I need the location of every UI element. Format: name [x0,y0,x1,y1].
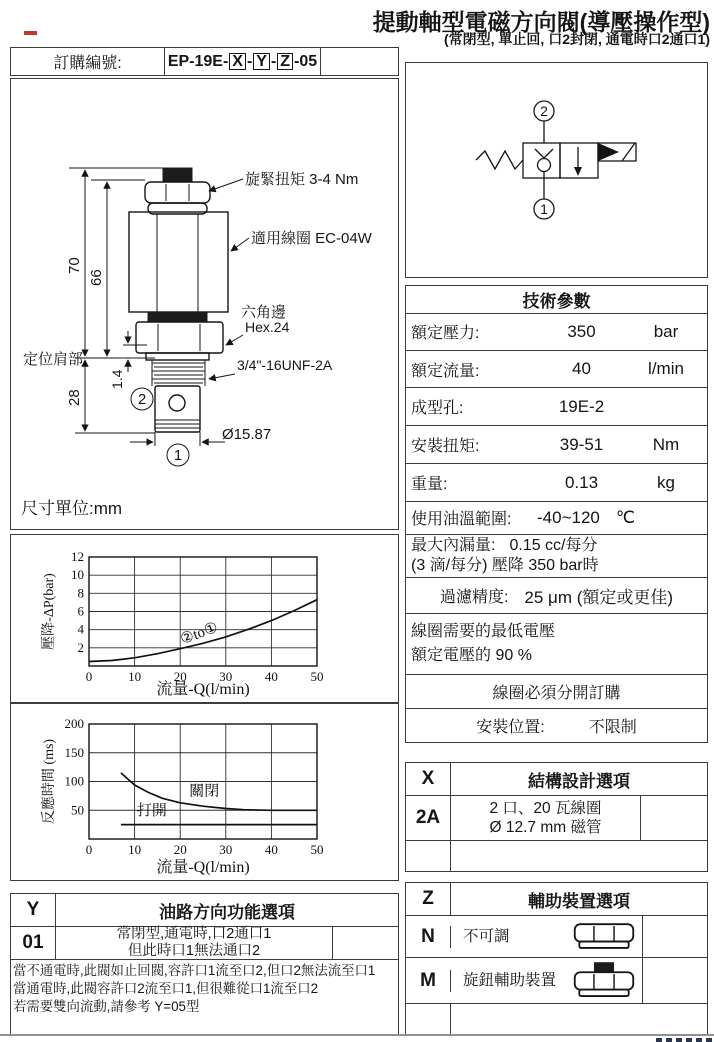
order-option-z: Z [277,53,293,70]
svg-text:反應時間 (ms): 反應時間 (ms) [42,738,57,825]
svg-text:關閉: 關閉 [189,783,220,800]
z-code-header: Z [406,883,451,915]
leakage-label: 最大內漏量: [411,536,496,554]
svg-text:2: 2 [77,639,84,655]
svg-text:②to①: ②to① [178,619,221,648]
y-note-line: 當通電時,此閥容許口2流至口1,但很難從口1流至口2 [13,981,319,996]
svg-text:打開: 打開 [136,802,167,819]
svg-text:12: 12 [71,549,84,564]
svg-text:0: 0 [85,669,93,684]
order-number-box [10,47,399,76]
x-table-empty-row [406,841,707,871]
row-unit: Nm [652,434,680,454]
svg-text:6: 6 [77,603,84,619]
option-empty-cell [333,927,398,959]
hex-nut-knob-icon [572,961,636,1000]
option-desc-text: 不可調 [463,928,510,945]
tech-row-temperature [406,502,707,535]
svg-text:10: 10 [128,842,142,857]
coil-nut [145,182,210,203]
y-code-header: Y [11,894,56,926]
row-label: 額定壓力: [411,325,480,343]
empty-code-cell [406,1004,451,1035]
torque-callout [209,171,358,191]
svg-text:10: 10 [128,669,142,684]
row-label: 成型孔: [411,400,464,418]
leakage-value: 0.15 cc/每分 [509,536,598,554]
y-table-header [11,894,398,927]
svg-text:2: 2 [540,103,548,119]
option-description [451,916,643,957]
svg-text:旋緊扭矩 3-4 Nm: 旋緊扭矩 3-4 Nm [245,171,359,188]
svg-text:28: 28 [66,389,83,406]
svg-text:70: 70 [66,257,83,274]
svg-text:1: 1 [173,447,183,464]
row-unit: kg [657,472,675,492]
y-note-line: 若需要雙向流動,請參考 Y=05型 [13,999,200,1014]
empty-cell [451,841,707,871]
valve-drawing-box [10,78,399,530]
empty-code-cell [406,841,451,871]
svg-text:0: 0 [85,842,93,857]
row-value: 39-51 [559,434,604,454]
svg-text:壓降-ΔP(bar): 壓降-ΔP(bar) [42,573,57,650]
flow-arrow-glyph [574,147,582,176]
y-table-notes [11,960,398,1035]
order-sep2: - [270,52,277,70]
tech-params-table [405,285,708,743]
filtration-label: 過濾精度: [439,588,509,606]
option-description [451,958,643,1003]
knurled-cap [163,168,192,182]
page-subtitle: (常閉型, 單止回, 口2封閉, 通電時口2通口1) [443,31,710,47]
hex-callout [226,303,290,345]
hex-section [136,322,223,353]
page-footer-cutoff [656,1038,714,1042]
option-desc-line1: 2 口、20 瓦線圈 [489,800,602,817]
port-1-marker [167,444,189,466]
page-footer-rule [0,1034,714,1036]
tech-mounting-row [406,709,707,742]
svg-text:200: 200 [64,716,84,731]
coil-spacer [148,312,207,322]
spring-glyph [476,151,523,169]
coil-body [129,212,228,312]
symbol-port-2 [534,101,554,121]
tech-leakage-block [406,535,707,578]
svg-text:30: 30 [219,669,233,684]
order-sep1: - [246,52,253,70]
svg-text:流量-Q(l/min): 流量-Q(l/min) [156,681,250,698]
svg-text:流量-Q(l/min): 流量-Q(l/min) [156,859,250,876]
row-value: 350 [567,321,596,341]
x-options-table [405,762,708,872]
svg-text:3/4"-16UNF-2A: 3/4"-16UNF-2A [237,357,333,373]
response-time-chart [11,704,396,879]
response-time-chart-box [10,703,399,881]
x-option-row-2a [406,796,707,841]
svg-text:30: 30 [219,842,233,857]
tech-voltage-block [406,614,707,676]
y-option-row-01 [11,927,398,960]
z-options-table [405,882,708,1036]
svg-text:50: 50 [310,669,324,684]
option-code: M [406,970,451,992]
svg-text:100: 100 [64,773,84,789]
svg-text:1: 1 [540,201,548,217]
tech-row-pressure [406,314,707,351]
z-table-title: 輔助裝置選項 [528,891,630,911]
check-valve-glyph [535,149,553,178]
svg-text:Ø15.87: Ø15.87 [222,426,272,443]
z-option-row-m [406,958,707,1004]
order-option-y: Y [253,53,270,70]
side-port-hole [169,395,185,411]
tech-params-title: 技術參數 [406,286,707,314]
svg-text:4: 4 [77,621,84,637]
order-option-x: X [229,53,246,70]
option-code: 01 [11,927,56,959]
order-empty-cell [321,48,398,75]
voltage-line1: 線圈需要的最低電壓 [411,622,556,640]
option-empty-cell [641,796,707,840]
svg-text:定位肩部: 定位肩部 [23,351,84,368]
option-description [56,927,333,959]
tech-row-flow [406,351,707,389]
row-value: 19E-2 [558,396,605,416]
row-unit: ℃ [615,507,635,527]
z-table-empty-row [406,1004,707,1035]
tech-row-torque [406,426,707,464]
pressure-drop-chart [11,535,396,701]
shoulder-callout [23,351,83,368]
row-unit: bar [653,321,679,341]
cartridge-stem [155,386,200,432]
x-table-header [406,763,707,796]
svg-text:Hex.24: Hex.24 [245,319,290,335]
option-desc-text: 旋鈕輔助裝置 [463,972,557,989]
svg-text:適用線圈 EC-04W: 適用線圈 EC-04W [251,230,372,247]
coil-note: 線圈必須分開訂購 [492,685,621,703]
tech-row-weight [406,464,707,502]
option-desc-line2: 但此時口1無法通口2 [127,943,261,959]
y-table-title: 油路方向功能選項 [159,902,295,922]
pressure-drop-chart-box [10,534,399,703]
filtration-value: 25 μm (額定或更佳) [524,587,674,607]
dimension-unit-note: 尺寸單位:mm [21,499,123,518]
svg-text:50: 50 [310,842,324,857]
option-description [451,796,641,840]
coil-callout [231,230,373,251]
solenoid-glyph [598,143,636,161]
hydraulic-symbol [406,63,706,276]
symbol-port-1 [534,199,554,219]
row-value: 40 [572,359,591,379]
row-label: 使用油溫範圍: [411,511,512,529]
svg-text:20: 20 [173,669,187,684]
row-label: 額定流量: [411,362,480,380]
svg-text:10: 10 [71,567,84,583]
svg-text:66: 66 [88,269,105,286]
svg-text:40: 40 [264,842,278,857]
leakage-note: (3 滴/每分) 壓降 350 bar時 [411,556,599,574]
option-desc-line1: 常閉型,通電時,口2通口1 [116,926,272,942]
svg-text:50: 50 [71,802,84,818]
row-value: -40~120 [537,507,600,527]
order-code-suffix: -05 [294,52,318,70]
valve-dimension-drawing [11,79,397,528]
dimension-70 [66,168,163,356]
hex-collar [146,353,209,360]
hex-nut-icon [572,923,636,951]
z-option-row-n [406,916,707,958]
tech-row-cavity [406,388,707,426]
x-table-title: 結構設計選項 [528,771,630,791]
row-unit: l/min [648,359,684,379]
y-options-table [10,893,399,1036]
row-label: 重量: [411,476,448,494]
page-title: 提動軸型電磁方向閥(導壓操作型) [372,9,710,35]
svg-text:2: 2 [137,391,147,408]
hydraulic-symbol-box [405,62,708,278]
tech-coil-note-row [406,675,707,709]
z-table-header [406,883,707,916]
row-value: 0.13 [564,472,599,492]
mount-value: 不限制 [588,719,637,737]
empty-cell [451,1004,707,1035]
option-code: N [406,926,451,948]
x-code-header: X [406,763,451,795]
svg-text:六角邊: 六角邊 [241,304,287,321]
tech-filtration-row [406,578,707,614]
y-note-line: 當不通電時,此閥如止回閥,容許口1流至口2,但口2無法流至口1 [13,963,376,978]
voltage-line2: 額定電壓的 90 % [411,646,532,664]
svg-text:150: 150 [64,744,84,760]
dimension-1-4 [109,331,147,389]
red-mark [24,31,37,35]
thread-callout [209,357,333,379]
row-label: 安裝扭矩: [411,438,480,456]
order-code [165,48,321,75]
svg-text:8: 8 [77,585,84,601]
svg-text:1.4: 1.4 [109,369,125,389]
order-number-label: 訂購編號: [11,48,165,75]
option-desc-line2: Ø 12.7 mm 磁管 [489,819,602,836]
option-code: 2A [406,796,451,840]
port-2-marker [131,388,153,410]
mount-label: 安裝位置: [476,719,545,737]
order-code-prefix: EP-19E- [167,52,229,70]
thread-section [152,360,205,386]
symbol-check-position [523,143,560,178]
svg-text:40: 40 [264,669,278,684]
svg-text:20: 20 [173,842,187,857]
